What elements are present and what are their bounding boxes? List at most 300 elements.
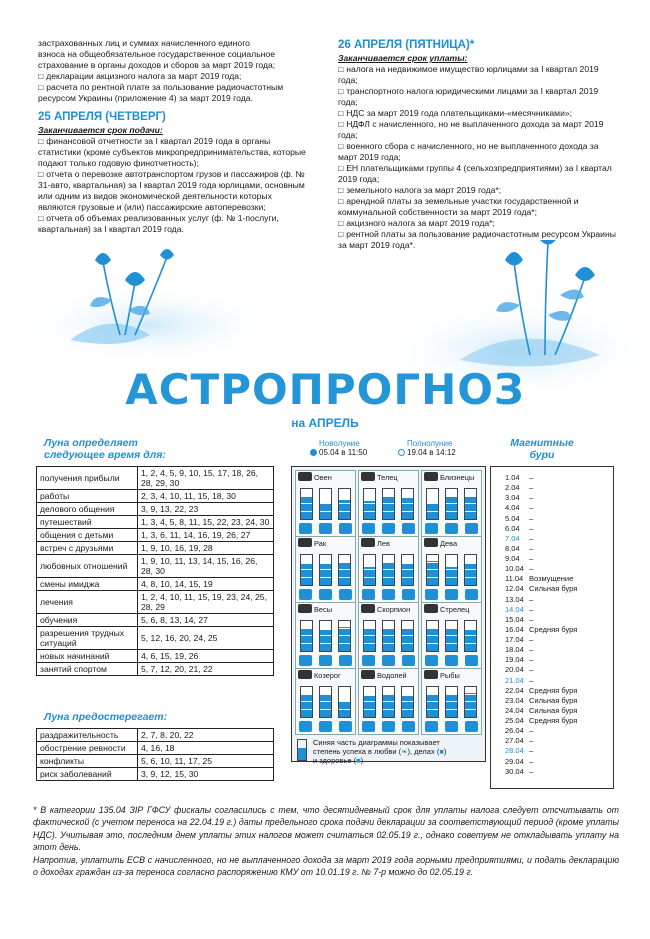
storm-date: 19.04 bbox=[505, 655, 524, 665]
success-bar-fill bbox=[383, 497, 394, 520]
zodiac-sign-icon bbox=[361, 670, 375, 679]
date-header: 26 АПРЕЛЯ (ПЯТНИЦА)* bbox=[338, 39, 475, 51]
title-line: следующее время для: bbox=[44, 449, 166, 461]
full-moon-icon bbox=[398, 449, 405, 456]
storm-row bbox=[505, 746, 613, 756]
zodiac-sign-icon bbox=[298, 604, 312, 613]
page-subtitle: на АПРЕЛЬ bbox=[291, 416, 359, 430]
health-icon bbox=[465, 589, 478, 600]
storm-status: – bbox=[529, 564, 534, 574]
success-bar bbox=[382, 686, 395, 718]
zodiac-sign-name: Телец bbox=[377, 473, 398, 482]
heart-arrow-icon bbox=[362, 721, 375, 732]
success-bar-fill bbox=[383, 695, 394, 718]
storm-date: 4.04 bbox=[505, 503, 520, 513]
health-icon bbox=[339, 589, 352, 600]
table-row bbox=[37, 591, 274, 614]
row-label: конфликты bbox=[37, 755, 138, 768]
row-dates: 1, 3, 6, 11, 14, 16, 19, 26, 27 bbox=[138, 529, 274, 542]
success-bar bbox=[319, 686, 332, 718]
money-bag-icon bbox=[445, 523, 458, 534]
storm-row bbox=[505, 503, 613, 513]
storm-date: 8.04 bbox=[505, 543, 520, 553]
success-bar bbox=[426, 620, 439, 652]
success-bar bbox=[319, 488, 332, 520]
zodiac-sign-icon bbox=[298, 670, 312, 679]
success-bar bbox=[363, 620, 376, 652]
success-bar bbox=[338, 488, 351, 520]
zodiac-sign-cell bbox=[358, 536, 419, 603]
zodiac-sign-name: Овен bbox=[314, 473, 332, 482]
row-label: путешествий bbox=[37, 516, 138, 529]
success-bar bbox=[382, 620, 395, 652]
zodiac-sign-cell bbox=[421, 470, 482, 537]
success-bar bbox=[426, 554, 439, 586]
storm-status: – bbox=[529, 756, 534, 766]
success-bar bbox=[401, 554, 414, 586]
storm-row bbox=[505, 736, 613, 746]
list-item: □ финансовой отчетности за I квартал 2019 года в органы статистики (кроме субъектов микропредпринимательства, которые подают только годовую финотчетность); bbox=[38, 136, 310, 169]
success-bar bbox=[426, 686, 439, 718]
zodiac-sign-name: Рыбы bbox=[440, 671, 460, 680]
full-moon-date: 19.04 в 14:12 bbox=[407, 448, 456, 457]
row-label: риск заболеваний bbox=[37, 768, 138, 781]
legend-line: степень успеха в любви ( bbox=[313, 747, 402, 756]
zodiac-sign-icon bbox=[424, 670, 438, 679]
intro-line: взноса на общеобязательное государственное социальное bbox=[38, 49, 275, 59]
success-bar bbox=[338, 620, 351, 652]
row-dates: 4, 6, 15, 19, 26 bbox=[138, 650, 274, 663]
list-item: □ транспортного налога юридическими лицами за I квартал 2019 года; bbox=[338, 86, 618, 108]
footnote-paragraph: Напротив, уплатить ЕСВ с начисленного, но не выплаченного дохода за март 2019 года горными предприятиями, и подать декларацию о доходах граждан из-за переноса согласно распоряжению КМУ от 10.01.19 г. № 7-р можно до 02.05.19 г. bbox=[33, 854, 619, 878]
success-bar-fill bbox=[446, 695, 457, 718]
zodiac-sign-cell bbox=[421, 668, 482, 735]
storm-row bbox=[505, 473, 613, 483]
new-moon-legend bbox=[310, 439, 367, 457]
list-item: □ расчета по рентной плате за пользование радиочастотным ресурсом Украины (приложение 4) за март 2019 года. bbox=[38, 82, 310, 104]
intro-line: страхование в органы доходов и сборов за март 2019 года; bbox=[38, 60, 276, 70]
storm-date: 27.04 bbox=[505, 736, 524, 746]
date-header: 25 АПРЕЛЯ (ЧЕТВЕРГ) bbox=[38, 111, 166, 123]
success-bar-fill bbox=[427, 561, 438, 585]
success-bar bbox=[445, 554, 458, 586]
money-bag-icon bbox=[319, 721, 332, 732]
full-moon-label: Полнолуние bbox=[407, 439, 453, 448]
storm-row bbox=[505, 686, 613, 696]
table-row bbox=[37, 742, 274, 755]
money-bag-icon bbox=[445, 721, 458, 732]
zodiac-sign-icon bbox=[424, 604, 438, 613]
zodiac-sign-cell bbox=[358, 470, 419, 537]
success-bar-fill bbox=[465, 693, 476, 717]
row-label: делового общения bbox=[37, 503, 138, 516]
table-row bbox=[37, 755, 274, 768]
row-label: занятий спортом bbox=[37, 663, 138, 676]
list-item: □ военного сбора с начисленного, но не выплаченного дохода за март 2019 года; bbox=[338, 141, 618, 163]
storm-date: 25.04 bbox=[505, 716, 524, 725]
storm-status: – bbox=[529, 513, 534, 523]
storm-row bbox=[505, 564, 613, 574]
title-line: Луна определяет bbox=[44, 437, 138, 449]
new-moon-label: Новолуние bbox=[319, 439, 360, 448]
storm-date: 18.04 bbox=[505, 645, 524, 655]
storm-date: 2.04 bbox=[505, 483, 520, 493]
storm-status: – bbox=[529, 675, 534, 685]
table-row bbox=[37, 768, 274, 781]
row-dates: 5, 6, 8, 13, 14, 27 bbox=[138, 614, 274, 627]
storm-row bbox=[505, 595, 613, 605]
success-bar-fill bbox=[427, 695, 438, 718]
success-bar bbox=[363, 488, 376, 520]
zodiac-sign-name: Рак bbox=[314, 539, 327, 548]
storm-status: – bbox=[529, 543, 534, 553]
health-icon bbox=[402, 589, 415, 600]
success-bar-fill bbox=[301, 695, 312, 718]
title-line: Магнитные bbox=[510, 437, 574, 449]
zodiac-sign-name: Дева bbox=[440, 539, 458, 548]
storm-date: 14.04 bbox=[505, 604, 524, 614]
storm-date: 6.04 bbox=[505, 523, 520, 533]
success-bar bbox=[363, 686, 376, 718]
storm-row bbox=[505, 655, 613, 665]
storm-status: – bbox=[529, 523, 534, 533]
legend-line: ) bbox=[360, 756, 364, 765]
success-bar-fill bbox=[301, 497, 312, 520]
storm-row bbox=[505, 635, 613, 645]
storm-status: – bbox=[529, 493, 534, 503]
success-bar bbox=[363, 554, 376, 586]
storm-status: – bbox=[529, 766, 534, 776]
full-moon-legend bbox=[398, 439, 456, 457]
list-item: □ арендной платы за земельные участки государственной и коммунальной собственности за март 2019 года*; bbox=[338, 196, 618, 218]
list-item: □ ЕН плательщиками группы 4 (сельхозпредприятиями) за I квартал 2019 года; bbox=[338, 163, 618, 185]
heart-arrow-icon: ❧ bbox=[401, 747, 408, 756]
success-bar-fill bbox=[446, 497, 457, 520]
storm-date: 23.04 bbox=[505, 695, 524, 705]
table-row bbox=[37, 578, 274, 591]
health-icon bbox=[339, 721, 352, 732]
storm-status: – bbox=[529, 604, 534, 614]
zodiac-sign-name: Стрелец bbox=[440, 605, 470, 614]
storm-row bbox=[505, 514, 613, 524]
zodiac-sign-cell bbox=[421, 602, 482, 669]
storm-date: 28.04 bbox=[505, 746, 524, 756]
legend-line: ), делах ( bbox=[407, 747, 440, 756]
zodiac-sign-cell bbox=[295, 470, 356, 537]
list-item: □ отчета о перевозке автотранспортом грузов и пассажиров (ф. № 31-авто, квартальная) за I квартал 2019 года юрлицами, основным или одним из видов экономической деятельности которых являются грузовые и (или) пассажирские автоперевозки; bbox=[38, 169, 310, 213]
storm-date: 22.04 bbox=[505, 685, 524, 695]
legend-line: Синяя часть диаграммы показывает bbox=[313, 738, 440, 747]
zodiac-sign-name: Весы bbox=[314, 605, 333, 614]
zodiac-sign-cell bbox=[358, 668, 419, 735]
success-bar-fill bbox=[320, 564, 331, 585]
footnote bbox=[33, 804, 619, 878]
row-dates: 4, 16, 18 bbox=[138, 742, 274, 755]
money-bag-icon bbox=[382, 721, 395, 732]
list-item: □ рентной платы за пользование радиочастотным ресурсом Украины за март 2019 года*. bbox=[338, 229, 618, 251]
success-bar-fill bbox=[301, 564, 312, 585]
row-dates: 1, 2, 4, 10, 11, 15, 19, 23, 24, 25, 28, 29 bbox=[138, 591, 274, 614]
heart-arrow-icon bbox=[425, 721, 438, 732]
storm-row bbox=[505, 544, 613, 554]
list-item: □ декларации акцизного налога за март 2019 года; bbox=[38, 71, 310, 82]
storm-date: 9.04 bbox=[505, 554, 520, 563]
list-item: □ отчета об объемах реализованных услуг (ф. № 1-послуги, квартальная) за I квартал 2019 года. bbox=[38, 213, 310, 235]
storm-row bbox=[505, 574, 613, 584]
health-icon bbox=[465, 523, 478, 534]
storm-row bbox=[505, 554, 613, 564]
storm-status: – bbox=[529, 614, 534, 624]
storm-status: – bbox=[529, 503, 534, 513]
storm-status: – bbox=[529, 594, 534, 604]
storm-row bbox=[505, 625, 613, 635]
zodiac-sign-icon bbox=[361, 604, 375, 613]
row-dates: 5, 7, 12, 20, 21, 22 bbox=[138, 663, 274, 676]
success-bar bbox=[300, 554, 313, 586]
heart-arrow-icon bbox=[299, 655, 312, 666]
storm-status: – bbox=[529, 736, 534, 746]
table-row bbox=[37, 614, 274, 627]
row-label: любовных отношений bbox=[37, 555, 138, 578]
zodiac-sign-name: Скорпион bbox=[377, 605, 411, 614]
success-bar bbox=[445, 488, 458, 520]
success-bar-fill bbox=[383, 563, 394, 586]
zodiac-sign-icon bbox=[424, 472, 438, 481]
success-bar bbox=[319, 620, 332, 652]
success-bar bbox=[464, 686, 477, 718]
table-row bbox=[37, 490, 274, 503]
storm-status: – bbox=[529, 635, 534, 644]
row-dates: 1, 3, 4, 5, 8, 11, 15, 22, 23, 24, 30 bbox=[138, 516, 274, 529]
zodiac-sign-icon bbox=[424, 538, 438, 547]
storm-status: Средняя буря bbox=[529, 716, 578, 725]
health-icon bbox=[465, 721, 478, 732]
storm-date: 11.04 bbox=[505, 574, 524, 584]
magnetic-storms-list bbox=[490, 466, 614, 789]
list-item: □ налога на недвижимое имущество юрлицами за I квартал 2019 года; bbox=[338, 64, 618, 86]
row-label: получения прибыли bbox=[37, 467, 138, 490]
storm-row bbox=[505, 524, 613, 534]
moon-warns-title: Луна предостерегает: bbox=[44, 711, 168, 723]
row-label: разрешения трудных ситуаций bbox=[37, 627, 138, 650]
table-row bbox=[37, 542, 274, 555]
success-bar-fill bbox=[383, 629, 394, 652]
zodiac-sign-cell bbox=[358, 602, 419, 669]
storm-status: – bbox=[529, 665, 534, 675]
zodiac-sign-icon bbox=[361, 538, 375, 547]
heart-arrow-icon bbox=[425, 655, 438, 666]
storm-status: – bbox=[529, 645, 534, 655]
storm-row bbox=[505, 605, 613, 615]
storm-date: 29.04 bbox=[505, 756, 524, 766]
success-bar bbox=[401, 686, 414, 718]
storm-status: – bbox=[529, 483, 534, 493]
row-dates: 3, 9, 12, 15, 30 bbox=[138, 768, 274, 781]
table-row bbox=[37, 529, 274, 542]
row-dates: 1, 9, 10, 11, 13, 14, 15, 16, 26, 28, 30 bbox=[138, 555, 274, 578]
storm-date: 17.04 bbox=[505, 635, 524, 644]
storm-row bbox=[505, 726, 613, 736]
row-dates: 1, 9, 10, 16, 19, 28 bbox=[138, 542, 274, 555]
page-title: АСТРОПРОГНОЗ bbox=[125, 365, 525, 414]
health-icon bbox=[402, 655, 415, 666]
storm-row bbox=[505, 534, 613, 544]
intro-line: застрахованных лиц и суммах начисленного единого bbox=[38, 38, 250, 48]
moon-warns-table bbox=[36, 728, 274, 781]
success-bar-fill bbox=[465, 630, 476, 651]
storm-date: 10.04 bbox=[505, 564, 524, 574]
row-label: лечения bbox=[37, 591, 138, 614]
heart-arrow-icon bbox=[299, 589, 312, 600]
row-label: обучения bbox=[37, 614, 138, 627]
zodiac-sign-icon bbox=[298, 538, 312, 547]
success-bar bbox=[401, 488, 414, 520]
left-column bbox=[38, 38, 310, 235]
storm-row bbox=[505, 757, 613, 767]
zodiac-grid bbox=[291, 466, 486, 765]
zodiac-sign-icon bbox=[361, 472, 375, 481]
legend-line: и здоровье ( bbox=[313, 756, 357, 765]
row-dates: 5, 12, 16, 20, 24, 25 bbox=[138, 627, 274, 650]
storm-date: 7.04 bbox=[505, 533, 520, 543]
new-moon-icon bbox=[310, 449, 317, 456]
row-label: новых начинаний bbox=[37, 650, 138, 663]
success-bar bbox=[319, 554, 332, 586]
storm-status: – bbox=[529, 473, 534, 482]
heart-arrow-icon bbox=[299, 721, 312, 732]
heart-arrow-icon bbox=[362, 523, 375, 534]
storm-row bbox=[505, 676, 613, 686]
money-bag-icon bbox=[382, 589, 395, 600]
storm-row bbox=[505, 483, 613, 493]
legend-line: ) bbox=[443, 747, 447, 756]
success-bar-fill bbox=[402, 629, 413, 652]
row-dates: 5, 6, 10, 11, 17, 25 bbox=[138, 755, 274, 768]
storm-status: – bbox=[529, 726, 534, 736]
storm-status: – bbox=[529, 655, 534, 665]
storm-row bbox=[505, 493, 613, 503]
success-bar-fill bbox=[364, 629, 375, 652]
storm-status: – bbox=[529, 533, 534, 543]
moon-determines-title bbox=[44, 437, 166, 461]
success-bar-fill bbox=[402, 498, 413, 519]
row-label: раздражительность bbox=[37, 729, 138, 742]
success-bar bbox=[464, 554, 477, 586]
success-bar bbox=[445, 620, 458, 652]
row-label: работы bbox=[37, 490, 138, 503]
storm-status: – bbox=[529, 554, 534, 563]
health-icon bbox=[402, 721, 415, 732]
health-icon: ■ bbox=[356, 756, 361, 765]
success-bar bbox=[445, 686, 458, 718]
storm-row bbox=[505, 665, 613, 675]
table-row bbox=[37, 729, 274, 742]
section-subheader: Заканчивается срок подачи: bbox=[38, 125, 163, 135]
heart-arrow-icon bbox=[425, 523, 438, 534]
success-bar-fill bbox=[402, 696, 413, 717]
success-bar-fill bbox=[364, 696, 375, 717]
success-bar-fill bbox=[465, 564, 476, 585]
success-bar bbox=[401, 620, 414, 652]
table-row bbox=[37, 503, 274, 516]
storm-date: 30.04 bbox=[505, 766, 524, 776]
health-icon bbox=[339, 523, 352, 534]
storm-date: 16.04 bbox=[505, 624, 524, 634]
moon-determines-table bbox=[36, 466, 274, 676]
storm-status: Возмущение bbox=[529, 574, 574, 584]
storm-status: Сильная буря bbox=[529, 705, 578, 715]
right-column bbox=[338, 38, 618, 251]
storm-row bbox=[505, 696, 613, 706]
success-bar bbox=[300, 686, 313, 718]
success-bar-fill bbox=[446, 629, 457, 652]
money-bag-icon bbox=[319, 655, 332, 666]
table-row bbox=[37, 467, 274, 490]
storm-row bbox=[505, 767, 613, 777]
money-bag-icon: ■ bbox=[439, 747, 444, 756]
success-bar-fill bbox=[320, 695, 331, 718]
heart-arrow-icon bbox=[425, 589, 438, 600]
storm-date: 1.04 bbox=[505, 473, 520, 482]
money-bag-icon bbox=[382, 523, 395, 534]
success-bar bbox=[300, 488, 313, 520]
list-item: □ акцизного налога за март 2019 года*; bbox=[338, 218, 618, 229]
row-label: общения с детьми bbox=[37, 529, 138, 542]
storm-date: 5.04 bbox=[505, 513, 520, 523]
success-bar-fill bbox=[339, 563, 350, 586]
footnote-paragraph: * В категории 135.04 ЗІР ГФСУ фискалы согласились с тем, что десятидневный срок для уплаты налога следует отсчитывать от фактической (с учетом переноса на 22.04.19 г.) даты предельного срока подачи декларации за соответствующий период (кроме уплаты НДС). Учитывая это, последним днем уплаты этих налогов может считаться 02.05.19 г., однако советуем не откладывать уплату на этот день. bbox=[33, 805, 619, 853]
success-bar-fill bbox=[301, 629, 312, 652]
storm-row bbox=[505, 645, 613, 655]
section-subheader: Заканчивается срок уплаты: bbox=[338, 53, 468, 63]
money-bag-icon bbox=[382, 655, 395, 666]
zodiac-sign-cell bbox=[295, 602, 356, 669]
table-row bbox=[37, 627, 274, 650]
success-bar-fill bbox=[427, 629, 438, 652]
money-bag-icon bbox=[319, 589, 332, 600]
success-bar bbox=[464, 488, 477, 520]
money-bag-icon bbox=[319, 523, 332, 534]
list-item: □ НДФЛ с начисленного, но не выплаченного дохода за март 2019 года; bbox=[338, 119, 618, 141]
success-bar bbox=[382, 488, 395, 520]
table-row bbox=[37, 650, 274, 663]
row-label: обострение ревности bbox=[37, 742, 138, 755]
success-bar bbox=[300, 620, 313, 652]
storm-row bbox=[505, 716, 613, 726]
zodiac-sign-name: Водолей bbox=[377, 671, 407, 680]
success-bar bbox=[338, 554, 351, 586]
row-label: встреч с друзьями bbox=[37, 542, 138, 555]
success-bar-fill bbox=[465, 497, 476, 520]
list-item: □ НДС за март 2019 года плательщиками-«месячниками»; bbox=[338, 108, 618, 119]
success-bar-fill bbox=[320, 630, 331, 651]
storm-date: 13.04 bbox=[505, 594, 524, 604]
storm-date: 26.04 bbox=[505, 726, 524, 736]
heart-arrow-icon bbox=[362, 589, 375, 600]
health-icon bbox=[465, 655, 478, 666]
storm-date: 12.04 bbox=[505, 584, 524, 594]
zodiac-sign-name: Близнецы bbox=[440, 473, 475, 482]
row-dates: 4, 8, 10, 14, 15, 19 bbox=[138, 578, 274, 591]
storm-status: Средняя буря bbox=[529, 624, 578, 634]
zodiac-sign-cell bbox=[295, 536, 356, 603]
money-bag-icon bbox=[445, 655, 458, 666]
table-row bbox=[37, 663, 274, 676]
storm-date: 3.04 bbox=[505, 493, 520, 503]
success-bar bbox=[426, 488, 439, 520]
new-moon-date: 05.04 в 11:50 bbox=[319, 448, 368, 457]
row-dates: 1, 2, 4, 5, 9, 10, 15, 17, 18, 26, 28, 29, 30 bbox=[138, 467, 274, 490]
